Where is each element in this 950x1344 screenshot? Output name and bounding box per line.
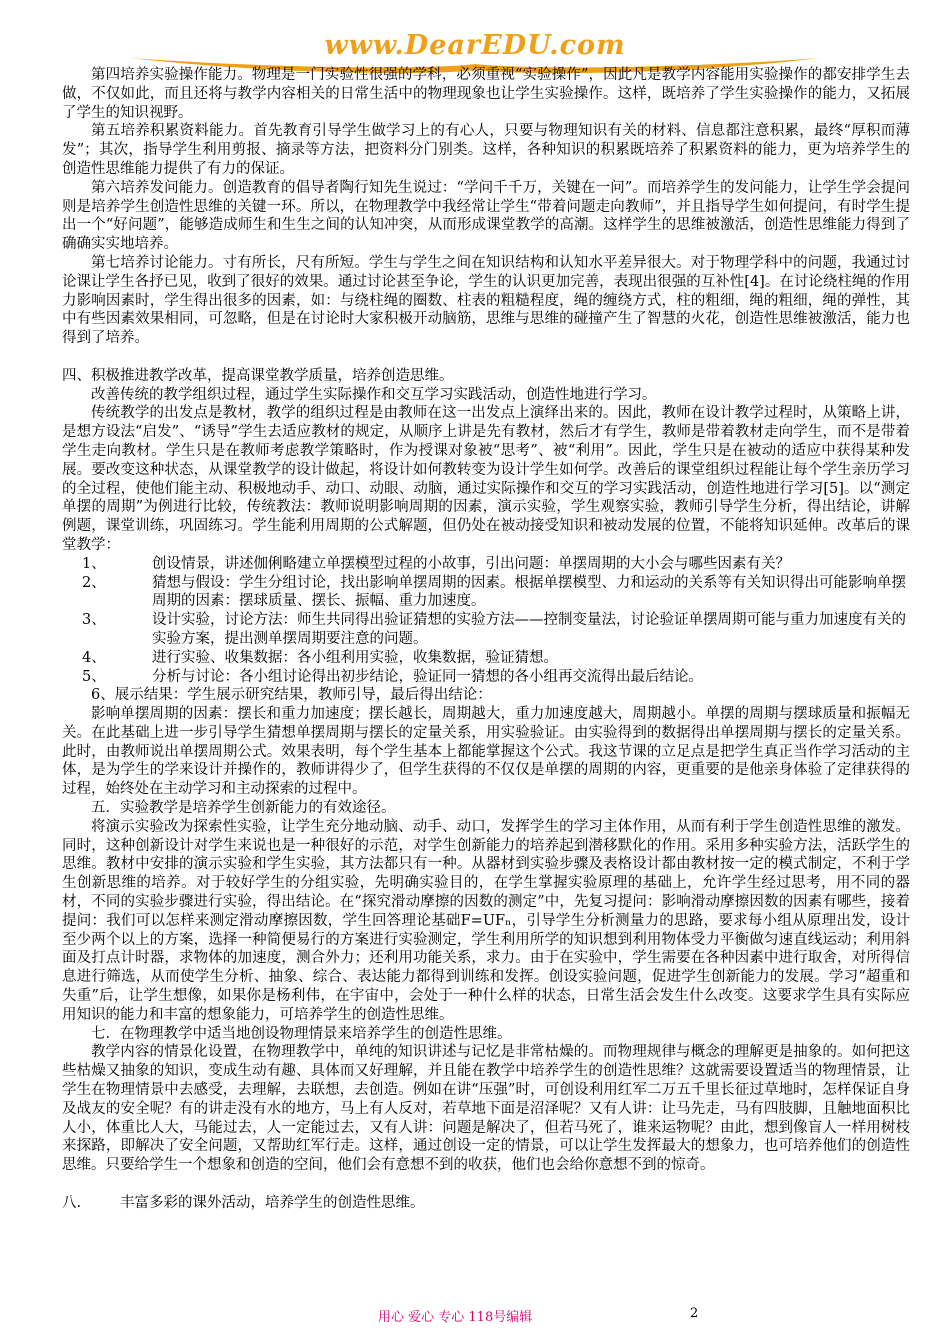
document-body (62, 66, 910, 1213)
list-item (62, 555, 910, 574)
list-number: 5、 (82, 668, 106, 685)
paragraph: 6、展示结果：学生展示研究结果，教师引导，最后得出结论： (91, 687, 492, 704)
list-number: 3、 (82, 612, 106, 629)
list-text: 进行实验、收集数据：各小组利用实验，收集数据，验证猜想。 (152, 649, 558, 666)
footer-text: 用心 爱心 专心 118号编辑 (378, 1310, 533, 1325)
section-title: 丰富多彩的课外活动，培养学生的创造性思维。 (120, 1194, 425, 1211)
paragraph: 第七培养讨论能力。寸有所长，尺有所短。学生与学生之间在知识结构和认知水平差异很大。对于物理学科中的问题，我通过讨论课让学生各抒已见，收到了很好的效果。通过讨论甚至争论，学生的认识更加完善，表现出很强的互补性[4]。在讨论绕柱绳的作用力影响因素时，学生得出很多的因素，如：与绕柱绳的圈数、柱表的粗糙程度，绳的缠绕方式，柱的粗细，绳的粗细，绳的弹性，其中有些因素效果相同，可忽略，但是在讨论时大家积极开动脑筋，思维与思维的碰撞产生了智慧的火花，创造性思维被激活，能力也得到了培养。 (62, 254, 910, 347)
paragraph: 第四培养实验操作能力。物理是一门实验性很强的学科，必须重视“实验操作”，因此凡是教学内容能用实验操作的都安排学生去做，不仅如此，而且还将与教学内容相关的日常生活中的物理现象也让学生实验操作。这样，既培养了学生实验操作的能力，又拓展了学生的知识视野。 (62, 67, 910, 121)
section-heading: 四、积极推进教学改革，提高课堂教学质量，培养创造思维。 (62, 367, 454, 384)
list-item (62, 649, 910, 668)
paragraph: 影响单摆周期的因素：摆长和重力加速度；摆长越长，周期越大，重力加速度越大，周期越小。单摆的周期与摆球质量和振幅无关。在此基础上进一步引导学生猜想单摆周期与摆长的定量关系，用实验验证。由实验得到的数据得出单摆周期与摆长的定量关系。此时，由教师说出单摆周期公式。效果表明，每个学生基本上都能掌握这个公式。我这节课的立足点是把学生真正当作学习活动的主体，是为学生的学来设计并操作的，教师讲得少了，但学生获得的不仅仅是单摆的周期的内容，更重要的是他亲身体验了定律获得的过程，始终处在主动学习和主动探索的过程中。 (62, 706, 910, 798)
section-number: 八. (62, 1194, 82, 1211)
site-logo: www.DearEDU.com (324, 30, 626, 61)
list-item (62, 574, 910, 612)
paragraph: 传统教学的出发点是教材，教学的组织过程是由教师在这一出发点上演绎出来的。因此，教师在设计教学过程时，从策略上讲，是想方设法“启发”、“诱导”学生去适应教材的规定，从顺序上讲是先有教材，然后才有学生，教师是带着教材走向学生，而不是带着学生走向教材。学生只是在教师考虑教学策略时，作为授课对象被“思考”、被“利用”。因此，学生只是在被动的适应中获得某种发展。要改变这种状态，从课堂教学的设计做起，将设计如何教转变为设计学生如何学。改善后的课堂组织过程能让每个学生亲历学习的全过程，使他们能主动、积极地动手、动口、动眼、动脑，通过实际操作和交互的学习实践活动，创造性地进行学习[5]。以“测定单摆的周期”为例进行比较，传统教法：教师说明影响周期的因素，演示实验，学生观察实验，教师引导学生分析，得出结论，讲解例题，课堂训练，巩固练习。学生能利用周期的公式解题，但仍处在被动接受知识和被动发展的位置，不能将知识延伸。改革后的课堂教学： (62, 405, 910, 553)
list-text: 创设情景，讲述伽俐略建立单摆模型过程的小故事，引出问题：单摆周期的大小会与哪些因素有关？ (152, 555, 790, 572)
list-text: 猜想与假设：学生分组讨论，找出影响单摆周期的因素。根据单摆模型、力和运动的关系等有关知识得出可能影响单摆周期的因素：摆球质量、摆长、振幅、重力加速度。 (152, 574, 906, 610)
paragraph: 第五培养积累资料能力。首先教育引导学生做学习上的有心人，只要与物理知识有关的材料、信息都注意积累，最终“厚积而薄发”；其次，指导学生利用剪报、摘录等方法，把资料分门别类。这样，各种知识的积累既培养了积累资料的能力，更为培养学生的创造性思维能力提供了有力的保证。 (62, 123, 910, 177)
list-number: 1、 (82, 555, 106, 572)
section-heading-eight (62, 1194, 910, 1213)
section-heading: 五．实验教学是培养学生创新能力的有效途径。 (91, 800, 396, 817)
page-footer (0, 1306, 950, 1326)
spacer (62, 1175, 910, 1194)
page-number: 2 (690, 1306, 699, 1321)
list-text: 设计实验，讨论方法：师生共同得出验证猜想的实验方法——控制变量法，讨论验证单摆周期可能与重力加速度有关的实验方案，提出测单摆周期要注意的问题。 (152, 612, 906, 647)
section-heading: 七．在物理教学中适当地创设物理情景来培养学生的创造性思维。 (91, 1025, 512, 1042)
list-text: 分析与讨论：各小组讨论得出初步结论，验证同一猜想的各小组再交流得出最后结论。 (152, 668, 703, 685)
paragraph: 将演示实验改为探索性实验，让学生充分地动脑、动手、动口，发挥学生的学习主体作用，从而有利于学生创造性思维的激发。同时，这种创新设计对学生来说也是一种很好的示范，对学生创新能力的培养起到潜移默化的作用。采用多种实验方法，活跃学生的思维。教材中安排的演示实验和学生实验，其方法都只有一种。从器材到实验步骤及表格设计都由教材按一定的模式制定，不利于学生创新思维的培养。对于较好学生的分组实验，先明确实验目的，在学生掌握实验原理的基础上，允许学生经过思考，用不同的器材，不同的实验步骤进行实验，得出结论。在“探究滑动摩擦的因数的测定”中，先复习提问：影响滑动摩擦因数的因素有哪些，接着提问：我们可以怎样来测定滑动摩擦因数，学生回答理论基础F=UFₙ，引导学生分析测量力的思路，要求每小组从原理出发，设计至少两个以上的方案，选择一种简便易行的方案进行实验测定，学生利用所学的知识想到利用物体受力平衡做匀速直线运动；利用斜面及打点计时器，求物体的加速度，测合外力；还利用功能关系，求力。由于在实验中，学生需要在各种因素中进行取舍，对所得信息进行筛选，从而使学生分析、抽象、综合、表达能力都得到训练和发挥。创设实验问题，促进学生创新能力的发展。学习“超重和失重”后，让学生想像，如果你是杨利伟，在宇宙中，会处于一种什么样的状态，日常生活会发生什么改变。这要求学生具有实际应用知识的能力和丰富的想象能力，可培养学生的创造性思维。 (62, 818, 910, 1023)
list-item (62, 668, 910, 687)
spacer (62, 348, 910, 367)
list-item (62, 611, 910, 649)
paragraph: 第六培养发问能力。创造教育的倡导者陶行知先生说过：“学问千千万，关键在一问”。而培养学生的发问能力，让学生学会提问则是培养学生创造性思维的关键一环。所以，在物理教学中我经常让学生“带着问题走向教师”，并且指导学生如何提问，有时学生提出一个“好问题”，能够造成师生和生生之间的认知冲突，从而形成课堂教学的高潮。这样学生的思维被激活，创造性思维能力得到了确确实实地培养。 (62, 179, 910, 253)
list-number: 4、 (82, 649, 106, 666)
paragraph: 改善传统的教学组织过程，通过学生实际操作和交互学习实践活动，创造性地进行学习。 (91, 386, 657, 403)
paragraph: 教学内容的情景化设置，在物理教学中，单纯的知识讲述与记忆是非常枯燥的。而物理规律与概念的理解更是抽象的。如何把这些枯燥又抽象的知识，变成生动有趣、具体而又好理解，并且能在教学中培养学生的创造性思维？这就需要设置适当的物理情景，让学生在物理情景中去感受，去理解，去联想，去创造。例如在讲“压强”时，可创设利用红军二万五千里长征过草地时，怎样保证自身及战友的安全呢？有的讲走没有水的地方，马上有人反对，若草地下面是沼泽呢？又有人讲：让马先走，马有四肢脚，且触地面积比人小，体重比人大，马能过去，人一定能过去，又有人讲：问题是解决了，但若马死了，谁来运物呢？由此，想到像盲人一样用树枝来探路，即解决了安全问题，又帮助红军行走。这样，通过创设一定的情景，可以让学生发挥最大的想象力，也可培养他们的创造性思维。只要给学生一个想象和创造的空间，他们会有意想不到的收获，他们也会给你意想不到的惊奇。 (62, 1044, 910, 1174)
list-number: 2、 (82, 574, 106, 591)
